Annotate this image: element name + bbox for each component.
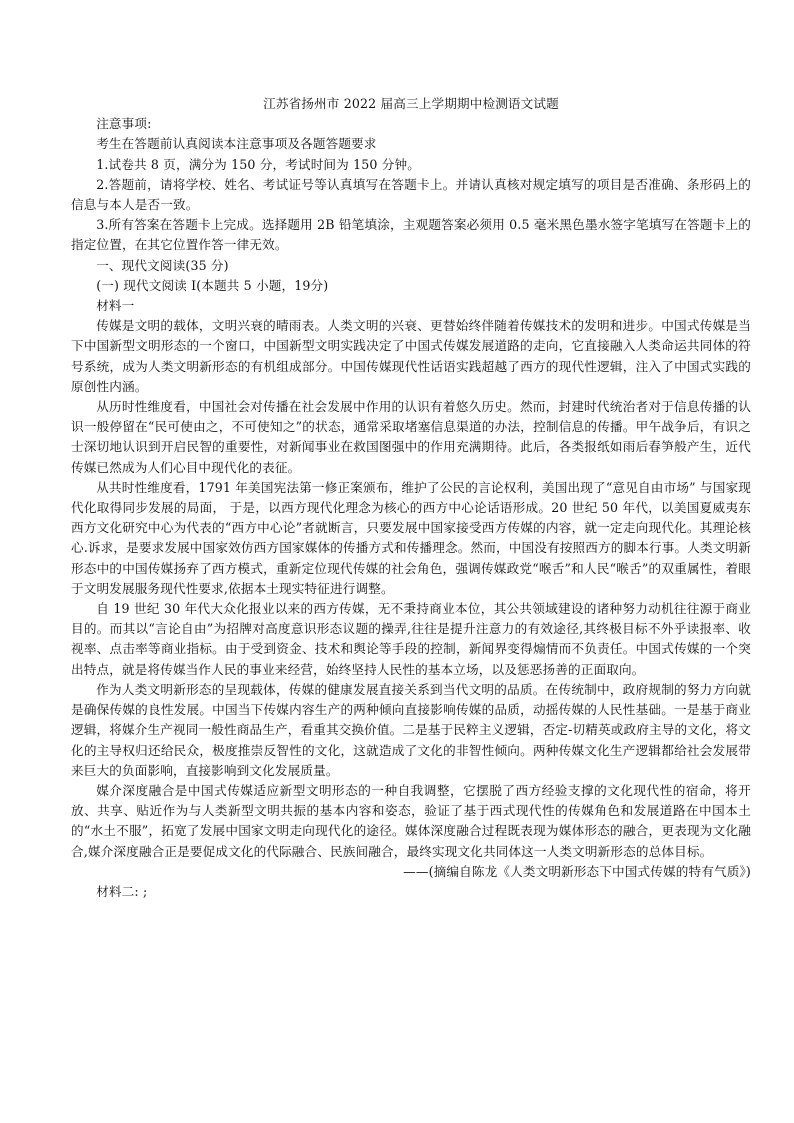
section-heading: 一、现代文阅读(35 分) <box>96 257 229 273</box>
page-title: 江苏省扬州市 2022 届高三上学期期中检测语文试题 <box>263 96 559 111</box>
paragraph: 从历时性维度看，中国社会对传播在社会发展中作用的认识有着悠久历史。然而，封建时代统治者对于信息传播的认识一般停留在“民可使由之，不可使知之”的状态，通常采取堵塞信息渠道的办法，控制信息的传播。甲午战争后，有识之士深切地认识到开启民智的重要性，对新闻事业在救国图强中的作用充满期待。此后，各类报纸如雨后春笋般产生，近代传媒已然成为人们心目中现代化的表征。 <box>71 399 751 475</box>
source-citation: ——(摘编自陈龙《人类文明新形态下中国式传媒的特有气质》) <box>403 863 751 879</box>
paragraph: 自 19 世纪 30 年代大众化报业以来的西方传媒，无不秉持商业本位，其公共领域建设的诸种努力动机往往源于商业目的。而其以“言论自由”为招牌对高度意识形态议题的操弄,往往是提升注意力的有效途径,其终极目标不外乎读报率、收视率、点击率等商业指标。由于受到资金、技术和舆论等手段的控制，新闻界变得煽情而不负责任。中国式传媒的一个突出特点，就是将传媒当作人民的事业来经营，始终坚持人民性的基本立场，以及惩恶扬善的正面取向。 <box>71 601 751 677</box>
notice-heading: 注意事项: <box>96 116 152 132</box>
paragraph: 媒介深度融合是中国式传媒适应新型文明形态的一种自我调整，它摆脱了西方经验支撑的文化现代性的宿命，将开放、共享、贴近作为与人类新型文明共振的基本内容和姿态，验证了基于西式现代性的传媒角色和发展道路在中国本土的“水土不服”，拓宽了发展中国家文明走向现代化的途径。媒体深度融合过程既表现为媒体形态的融合，更表现为文化融合,媒介深度融合正是要促成文化的代际融合、民族间融合，最终实现文化共同体这一人类文明新形态的总体目标。 <box>71 782 751 859</box>
notice-item: 3.所有答案在答题卡上完成。选择题用 2B 铅笔填涂，主观题答案必须用 0.5 毫米黑色墨水签字笔填写在答题卡上的指定位置，在其它位置作答一律无效。 <box>71 217 751 253</box>
notice-item: 2.答题前，请将学校、姓名、考试证号等认真填写在答题卡上。并请认真核对规定填写的项目是否准确、条形码上的信息与本人是否一致。 <box>71 176 751 213</box>
subsection-heading: (一) 现代文阅读 I(本题共 5 小题，19分) <box>96 277 329 293</box>
exam-page <box>71 94 751 902</box>
notice-intro: 考生在答题前认真阅读本注意事项及各题答题要求 <box>96 136 377 152</box>
material-label: 材料一 <box>96 298 135 314</box>
material-label: 材料二: ; <box>96 883 148 899</box>
notice-item: 1.试卷共 8 页，满分为 150 分，考试时间为 150 分钟。 <box>96 156 420 172</box>
paragraph: 从共时性维度看，1791 年美国宪法第一修正案颁布，维护了公民的言论权利，美国出现了“意见自由市场” 与国家现代化取得同步发展的局面， 于是，以西方现代化理念为核心的西方中心论话语形成。20 世纪 50 年代，以美国夏威夷东西方文化研究中心为代表的“西方中心论”者就断言，只要发展中国家接受西方传媒的内容，就一定走向现代化。其理论核心.诉求，是要求发展中国家效仿西方国家媒体的传播方式和传播理念。然而，中国没有按照西方的脚本行事。人类文明新形态中的中国传媒扬弃了西方模式，重新定位现代传媒的社会角色，强调传媒政党“喉舌”和人民“喉舌”的双重属性，着眼于文明发展服务现代性要求,依据本土现实特征进行调整。 <box>71 479 751 596</box>
paragraph: 作为人类文明新形态的呈现载体，传媒的健康发展直接关系到当代文明的品质。在传统制中，政府规制的努力方向就是确保传媒的良性发展。中国当下传媒内容生产的两种倾向直接影响传媒的品质，动摇传媒的人民性基础。一是基于商业逻辑，将媒介生产视同一般性商品生产，看重其交换价值。二是基于民粹主义逻辑，否定-切精英或政府主导的文化，将文化的主导权归还给民众，极度推崇反智性的文化，这就造成了文化的非智性倾向。两种传媒文化生产逻辑都给社会发展带来巨大的负面影响，直接影响到文化发展质量。 <box>71 681 751 778</box>
paragraph: 传媒是文明的载体，文明兴衰的晴雨表。人类文明的兴衰、更替始终伴随着传媒技术的发明和进步。中国式传媒是当下中国新型文明形态的一个窗口，中国新型文明实践决定了中国式传媒发展道路的走向，它直接融入人类命运共同体的符号系统，成为人类文明新形态的有机组成部分。中国传媒现代性话语实践超越了西方的现代性逻辑，注入了中国式实践的原创性内涵。 <box>71 318 751 394</box>
